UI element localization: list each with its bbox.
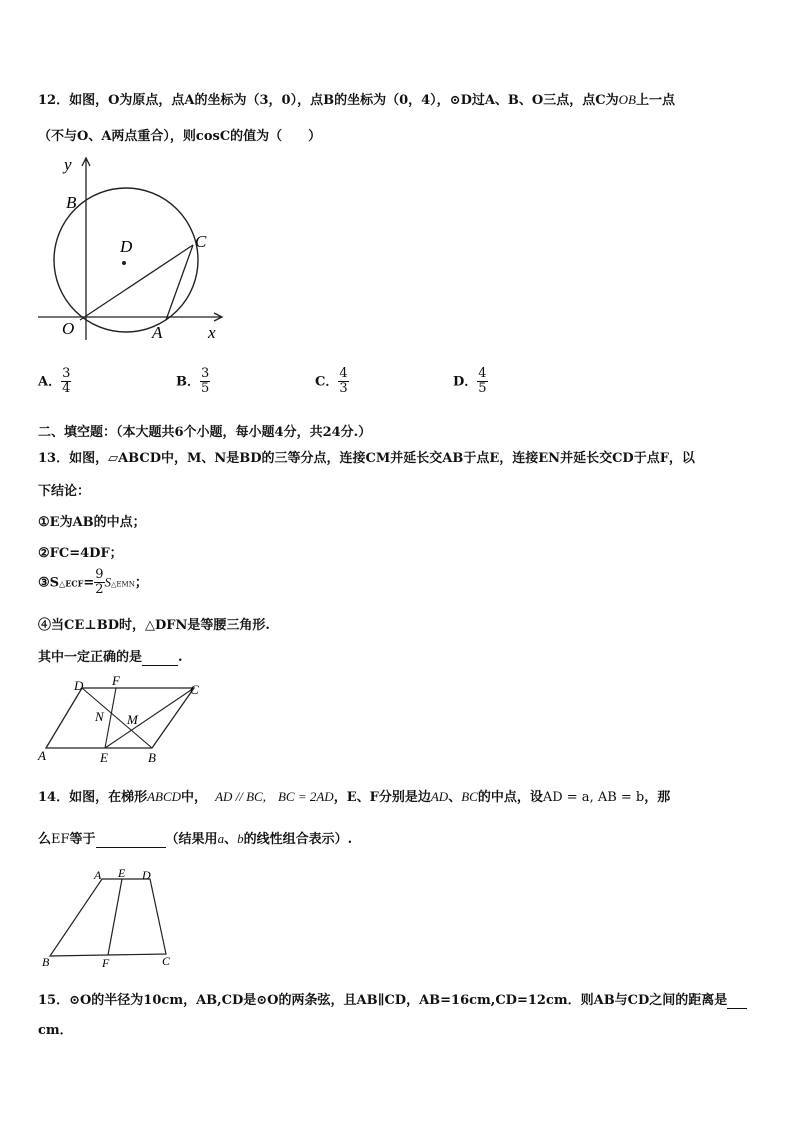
q12-option-a: A． $\frac{3}{4}$ (38, 366, 71, 397)
q13-conclusion-3: ③S△ECF= $\frac{9}{2}$ S△EMN； (38, 567, 148, 598)
label-o: O (62, 319, 75, 338)
q15-line2: cm． (38, 1023, 73, 1038)
label-c: C (195, 232, 207, 251)
label-e: E (100, 750, 108, 765)
q12-option-c: C． $\frac{4}{3}$ (315, 366, 348, 397)
q13-conclusion-4: ④当CE⊥BD时，△DFN是等腰三角形. (38, 618, 270, 633)
q13-line1: 13．如图，▱ABCD中，M、N是BD的三等分点，连接CM并延长交AB于点E，连接EN并延长交CD于点F，以 (38, 451, 695, 466)
label-n: N (95, 709, 104, 724)
segment-ef (108, 879, 122, 955)
label-a: A (94, 868, 102, 882)
label-f: F (102, 956, 110, 970)
label-d: D (120, 237, 133, 256)
section-fill-in-heading: 二、填空题：（本大题共6个小题，每小题4分，共24分.） (38, 425, 372, 440)
q13-conclusion-1: ①E为AB的中点； (38, 515, 146, 530)
label-a: A (38, 748, 46, 763)
label-d: D (142, 868, 151, 882)
q13-conclusion-2: ②FC=4DF； (38, 546, 123, 561)
chord-oc (80, 245, 193, 320)
label-d: D (74, 678, 84, 693)
label-y: y (64, 155, 72, 174)
q12-arc-ob: OB (618, 92, 636, 107)
label-c: C (190, 682, 199, 697)
q13-figure (34, 674, 214, 770)
q13-line2: 下结论： (38, 484, 91, 499)
q15-answer-blank (727, 993, 747, 1009)
q14-line1: 14．如图，在梯形ABCD中， AD // BC, BC = 2AD，E、F分别是边AD、BC的中点，设AD = a, AB = b，那 (38, 789, 671, 805)
label-b: B (42, 955, 50, 969)
q13-answer-blank (142, 650, 178, 666)
parallelogram-abcd (46, 688, 194, 748)
line-ce (105, 688, 194, 748)
q12-option-d: D． $\frac{4}{5}$ (453, 366, 487, 397)
label-c: C (162, 954, 171, 968)
q12-option-b: B． $\frac{3}{5}$ (176, 366, 210, 397)
label-e: E (118, 866, 126, 880)
q14-answer-blank (96, 832, 166, 848)
q14-figure (38, 866, 178, 972)
center-d-point (122, 261, 126, 265)
q14-line2: 么EF等于 （结果用a、b的线性组合表示）. (38, 831, 353, 847)
label-m: M (127, 712, 138, 727)
trapezoid-abcd (50, 879, 166, 956)
label-b: B (148, 750, 156, 765)
label-x: x (208, 323, 216, 342)
q13-question: 其中一定正确的是 . (38, 650, 183, 665)
line-ef (105, 688, 116, 748)
label-f: F (112, 674, 120, 688)
label-a: A (152, 323, 163, 342)
q12-figure (34, 152, 234, 352)
q12-line1: 12．如图，O为原点，点A的坐标为（3，0），点B的坐标为（0，4），⊙D过A、B、O三点，点C为OB上一点 (38, 92, 675, 108)
q12-line2: （不与O、A两点重合），则cosC的值为（ ） (38, 129, 322, 144)
q15-line1: 15．⊙O的半径为10cm，AB,CD是⊙O的两条弦，且AB∥CD，AB=16cm,CD=12cm．则AB与CD之间的距离是 (38, 989, 747, 1009)
label-b: B (66, 193, 77, 212)
diagonal-bd (82, 688, 152, 748)
